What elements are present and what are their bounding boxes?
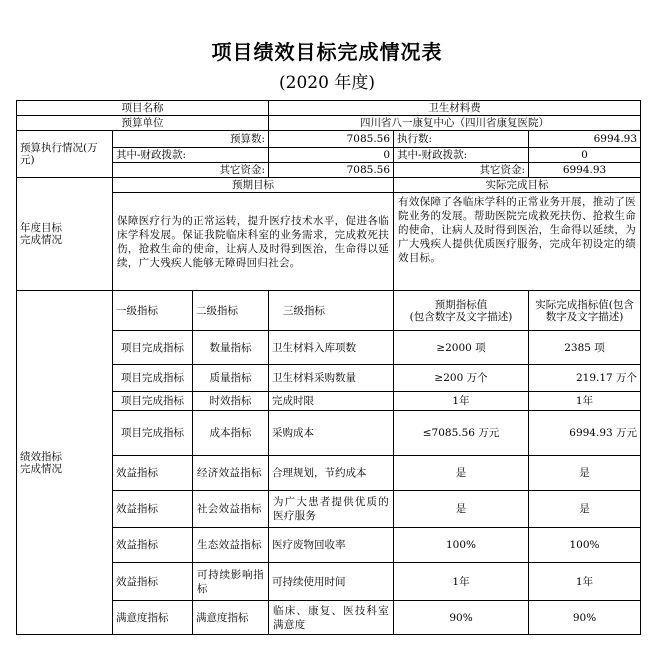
expected-cell: 1年 <box>394 392 529 411</box>
level2-cell: 可持续影响指标 <box>193 563 269 601</box>
level2-cell: 经济效益指标 <box>193 456 269 491</box>
level3-cell: 为广大患者提供优质的医疗服务 <box>269 491 394 528</box>
central-exec-value: 0 <box>529 148 641 163</box>
level2-cell: 生态效益指标 <box>193 528 269 563</box>
budget-value: 7085.56 <box>269 131 394 148</box>
other-budget-value: 7085.56 <box>269 163 394 178</box>
other-exec-label: 其它资金: <box>394 163 529 178</box>
perf-indicator-label: 绩效指标 完成情况 <box>17 291 113 635</box>
actual-cell: 100% <box>529 528 641 563</box>
expected-target-header: 预期目标 <box>113 178 394 193</box>
actual-cell: 90% <box>529 601 641 635</box>
central-exec-label: 其中-财政拨款: <box>394 148 529 163</box>
level3-cell: 采购成本 <box>269 411 394 456</box>
expected-cell: ≤7085.56 万元 <box>394 411 529 456</box>
level2-cell: 满意度指标 <box>193 601 269 635</box>
header-expected: 预期指标值 (包含数字及文字描述) <box>394 291 529 331</box>
level3-cell: 卫生材料入库项数 <box>269 331 394 365</box>
annual-target-label: 年度目标 完成情况 <box>17 178 113 291</box>
performance-table <box>16 100 641 635</box>
central-budget-value: 0 <box>269 148 394 163</box>
expected-cell: ≥200 万个 <box>394 365 529 392</box>
actual-target-text: 有效保障了各临床学科的正常业务开展，推动了医院业务的发展。帮助医院完成救死扶伤、抢救生命的使命，让病人及时得到医治，生命得以延续，为广大残疾人提供优质医疗服务，完成年初设定的绩效目标。 <box>394 193 641 291</box>
project-name-label: 项目名称 <box>17 101 269 116</box>
level1-cell: 效益指标 <box>113 491 193 528</box>
header-level1: 一级指标 <box>113 291 193 331</box>
level3-cell: 卫生材料采购数量 <box>269 365 394 392</box>
level2-cell: 社会效益指标 <box>193 491 269 528</box>
level2-cell: 成本指标 <box>193 411 269 456</box>
exec-value: 6994.93 <box>529 131 641 148</box>
project-name-value: 卫生材料费 <box>269 101 641 116</box>
expected-cell: 是 <box>394 456 529 491</box>
central-label: 其中-财政拨款: <box>113 148 269 163</box>
actual-cell: 1年 <box>529 392 641 411</box>
level1-cell: 满意度指标 <box>113 601 193 635</box>
level1-cell: 效益指标 <box>113 563 193 601</box>
actual-cell: 219.17 万个 <box>529 365 641 392</box>
level2-cell: 质量指标 <box>193 365 269 392</box>
level1-cell: 项目完成指标 <box>113 365 193 392</box>
level1-cell: 项目完成指标 <box>113 411 193 456</box>
expected-cell: ≥2000 项 <box>394 331 529 365</box>
budget-unit-label: 预算单位 <box>17 116 269 131</box>
exec-label: 执行数: <box>394 131 529 148</box>
budget-unit-value: 四川省八一康复中心（四川省康复医院） <box>269 116 641 131</box>
actual-target-header: 实际完成目标 <box>394 178 641 193</box>
expected-cell: 是 <box>394 491 529 528</box>
expected-target-text: 保障医疗行为的正常运转，提升医疗技术水平，促进各临床学科发展。保证我院临床科室的业务需求，完成救死扶伤，抢救生命的使命，让病人及时得到医治，生命得以延续，广大残疾人能够无障碍回归社会。 <box>113 193 394 291</box>
other-exec-value: 6994.93 <box>529 163 641 178</box>
header-level2: 二级指标 <box>193 291 269 331</box>
page-subtitle: (2020 年度) <box>279 73 375 93</box>
page-title: 项目绩效目标完成情况表 <box>211 40 443 64</box>
expected-cell: 90% <box>394 601 529 635</box>
actual-cell: 1年 <box>529 563 641 601</box>
level3-cell: 医疗废物回收率 <box>269 528 394 563</box>
level2-cell: 数量指标 <box>193 331 269 365</box>
level1-cell: 效益指标 <box>113 528 193 563</box>
actual-cell: 6994.93 万元 <box>529 411 641 456</box>
level3-cell: 临床、康复、医技科室满意度 <box>269 601 394 635</box>
budget-exec-label: 预算执行情况(万元) <box>17 131 113 178</box>
level1-cell: 效益指标 <box>113 456 193 491</box>
actual-cell: 是 <box>529 491 641 528</box>
level3-cell: 可持续使用时间 <box>269 563 394 601</box>
actual-cell: 2385 项 <box>529 331 641 365</box>
other-label: 其它资金: <box>113 163 269 178</box>
header-actual: 实际完成指标值(包含数字及文字描述) <box>529 291 641 331</box>
level1-cell: 项目完成指标 <box>113 392 193 411</box>
expected-cell: 100% <box>394 528 529 563</box>
level1-cell: 项目完成指标 <box>113 331 193 365</box>
level3-cell: 合理规划，节约成本 <box>269 456 394 491</box>
level3-cell: 完成时限 <box>269 392 394 411</box>
level2-cell: 时效指标 <box>193 392 269 411</box>
budget-label: 预算数: <box>113 131 269 148</box>
expected-cell: 1年 <box>394 563 529 601</box>
actual-cell: 是 <box>529 456 641 491</box>
header-level3: 三级指标 <box>269 291 394 331</box>
